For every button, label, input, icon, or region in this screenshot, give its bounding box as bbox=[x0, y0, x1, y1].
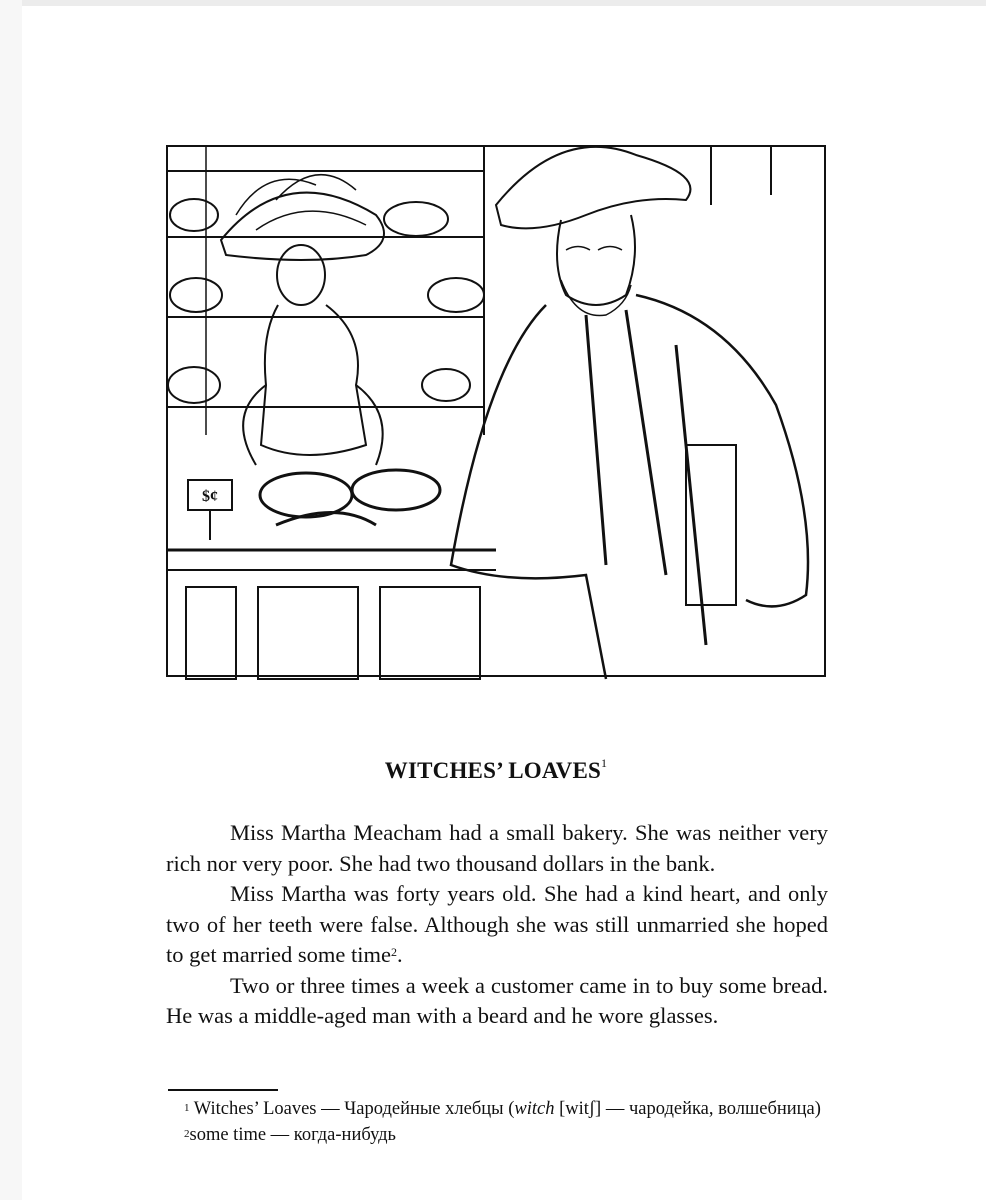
footnote-text: some time — когда-нибудь bbox=[189, 1125, 396, 1145]
counter-panel bbox=[258, 587, 358, 679]
bakery-scene-drawing bbox=[166, 145, 830, 681]
loaf-icon bbox=[422, 369, 470, 401]
footnote-term: witch bbox=[514, 1099, 555, 1119]
footnotes bbox=[166, 1096, 828, 1148]
loaf-icon bbox=[428, 278, 484, 312]
man-coat-icon bbox=[451, 305, 606, 679]
counter-panel bbox=[380, 587, 480, 679]
story-illustration bbox=[166, 145, 826, 677]
paragraph-text: Miss Martha was forty years old. She had a kind heart, and only two of her teeth were false. Although she was still unmarried she hoped to get married some time bbox=[166, 881, 828, 967]
hat-feather-icon bbox=[236, 175, 366, 230]
footnote-number: 2 bbox=[184, 1128, 190, 1140]
loaf-icon bbox=[384, 202, 448, 236]
loaf-icon bbox=[170, 199, 218, 231]
footnote-text: [witʃ] — чародейка, волшебница) bbox=[554, 1099, 821, 1119]
paragraph: Two or three times a week a customer came in to buy some bread. He was a middle-aged man with a beard and he wore glasses. bbox=[166, 972, 828, 1028]
loaf-icon bbox=[352, 470, 440, 510]
man-face-icon bbox=[557, 215, 635, 305]
paragraph: Miss Martha Meacham had a small bakery. She was neither very rich nor very poor. She had two thousand dollars in the bank. bbox=[166, 820, 828, 876]
story-body bbox=[166, 818, 828, 1032]
coat-fold-line bbox=[586, 310, 706, 645]
footnote-number: 1 bbox=[184, 1102, 190, 1114]
loaf-icon bbox=[168, 367, 220, 403]
footnote-1 bbox=[166, 1096, 828, 1122]
footnote-ref: 2 bbox=[390, 945, 397, 959]
woman-face-icon bbox=[277, 245, 325, 305]
footnote-2 bbox=[166, 1122, 828, 1148]
price-tag-label: $¢ bbox=[202, 488, 218, 505]
footnote-text: Witches’ Loaves — Чародейные хлебцы ( bbox=[193, 1099, 515, 1119]
counter-panel bbox=[186, 587, 236, 679]
woman-body-icon bbox=[261, 305, 366, 455]
loaf-icon bbox=[170, 278, 222, 312]
man-coat-icon bbox=[636, 295, 808, 606]
man-hat-icon bbox=[496, 147, 690, 229]
paragraph-end: . bbox=[396, 942, 403, 967]
story-title bbox=[166, 758, 826, 784]
glasses-icon bbox=[566, 247, 622, 251]
title-footnote-ref: 1 bbox=[601, 756, 608, 770]
paragraph bbox=[166, 879, 828, 971]
footnote-divider bbox=[168, 1089, 278, 1091]
story-title-text: WITCHES’ LOAVES bbox=[384, 758, 602, 783]
loaf-icon bbox=[260, 473, 352, 517]
page-left-edge bbox=[0, 0, 22, 1200]
page-top-strip bbox=[0, 0, 986, 6]
